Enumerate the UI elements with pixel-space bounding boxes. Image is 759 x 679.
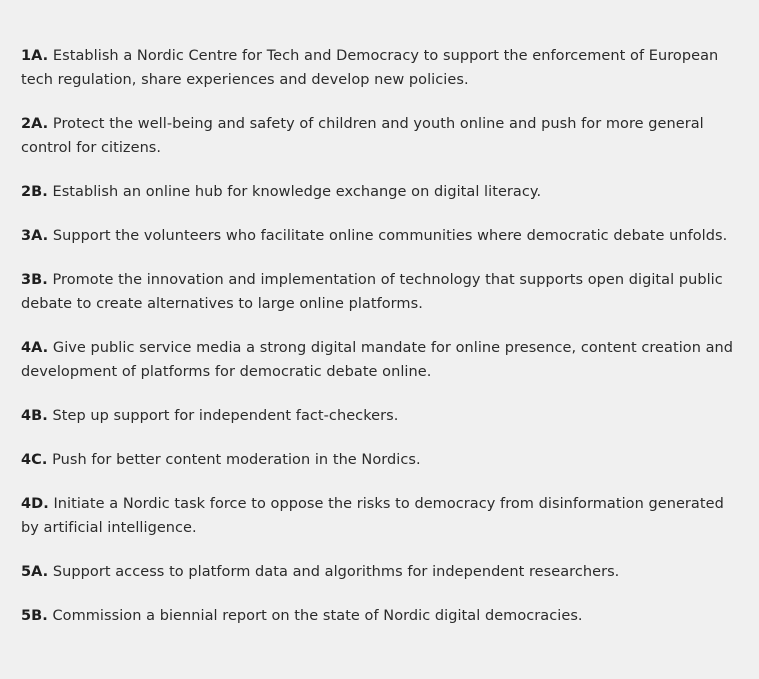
recommendation-code: 4B.: [21, 408, 48, 424]
recommendation-text: Initiate a Nordic task force to oppose the risks to democracy from disinformation generated by artificial intelligence.: [21, 496, 724, 536]
recommendation-5a: [21, 560, 745, 584]
recommendation-text: Step up support for independent fact-checkers.: [52, 408, 399, 424]
recommendation-3b: [21, 268, 745, 316]
recommendation-code: 4C.: [21, 452, 48, 468]
recommendation-text: Push for better content moderation in the Nordics.: [52, 452, 421, 468]
recommendation-text: Protect the well-being and safety of children and youth online and push for more general control for citizens.: [21, 116, 704, 156]
recommendation-4a: [21, 336, 745, 384]
recommendation-code: 2A.: [21, 116, 49, 132]
recommendation-2b: [21, 180, 745, 204]
recommendation-text: Support the volunteers who facilitate online communities where democratic debate unfolds.: [52, 228, 728, 244]
recommendation-code: 4A.: [21, 340, 49, 356]
recommendation-text: Support access to platform data and algorithms for independent researchers.: [52, 564, 620, 580]
recommendation-1a: [21, 44, 745, 92]
recommendation-code: 4D.: [21, 496, 49, 512]
recommendation-4b: [21, 404, 745, 428]
recommendation-code: 3B.: [21, 272, 48, 288]
recommendation-text: Establish an online hub for knowledge exchange on digital literacy.: [52, 184, 542, 200]
recommendation-4c: [21, 448, 745, 472]
recommendation-code: 2B.: [21, 184, 48, 200]
recommendation-3a: [21, 224, 745, 248]
recommendation-code: 1A.: [21, 48, 49, 64]
recommendation-text: Give public service media a strong digital mandate for online presence, content creation and development of platforms for democratic debate online.: [21, 340, 734, 380]
recommendation-4d: [21, 492, 745, 540]
recommendation-code: 5A.: [21, 564, 49, 580]
recommendation-5b: [21, 604, 745, 628]
recommendation-text: Establish a Nordic Centre for Tech and Democracy to support the enforcement of European tech regulation, share experiences and develop new policies.: [21, 48, 719, 88]
recommendation-2a: [21, 112, 745, 160]
recommendation-code: 5B.: [21, 608, 48, 624]
recommendation-code: 3A.: [21, 228, 49, 244]
recommendation-text: Commission a biennial report on the state of Nordic digital democracies.: [52, 608, 583, 624]
recommendation-text: Promote the innovation and implementation of technology that supports open digital public debate to create alternatives to large online platforms.: [21, 272, 723, 312]
